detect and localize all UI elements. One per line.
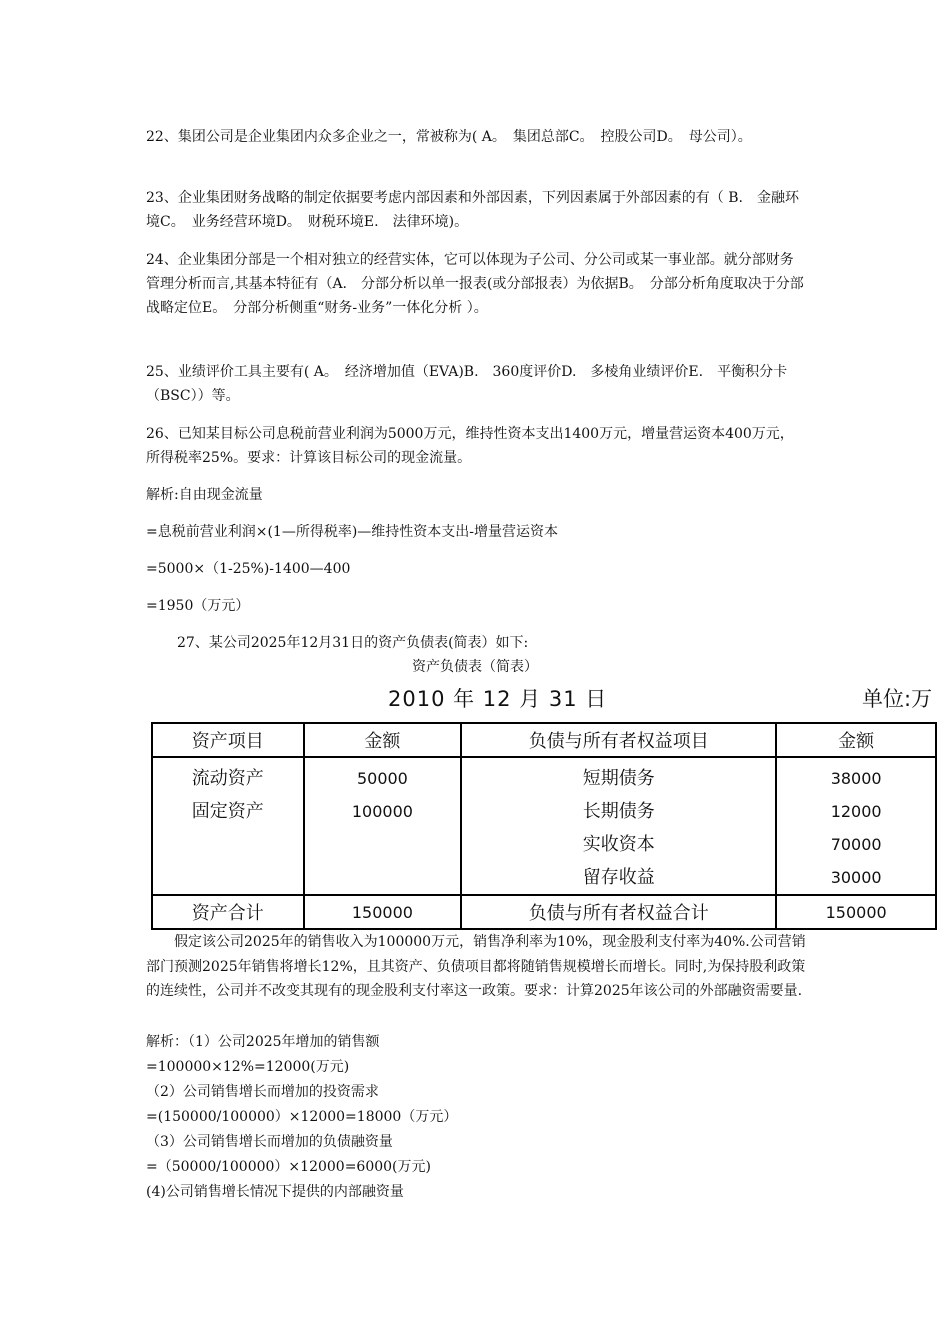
q26-solution-line: =息税前营业利润×(1—所得税率)—维持性资本支出-增量营运资本	[146, 524, 559, 540]
asset-amount: 100000	[351, 802, 413, 821]
asset-total-label: 资产合计	[152, 895, 304, 929]
balance-sheet-table	[151, 722, 937, 930]
asset-amount: 50000	[356, 769, 408, 788]
q27-solution-line: 解析：（1）公司2025年增加的销售额	[146, 1034, 380, 1050]
table-date: 2010 年 12 月 31 日	[388, 687, 608, 711]
question-27-assumption: 假定该公司2025年的销售收入为100000万元，销售净利率为10%，现金股利支付率为40%.公司营销部门预测2025年销售将增长12%，且其资产、负债项目都将随销售规模增长而增长。同时,为保持股利政策的连续性，公司并不改变其现有的现金股利支付率这一政策。要求：计算2025年该公司的外部融资需要量.	[146, 934, 806, 999]
q26-solution-line: =5000×（1-25%)-1400—400	[146, 561, 351, 577]
q26-solution-line: 解析:自由现金流量	[146, 487, 263, 503]
question-22: 22、集团公司是企业集团内众多企业之一，常被称为( A。 集团总部C。 控股公司D。 母公司）。	[146, 129, 752, 145]
liability-name: 实收资本	[582, 834, 655, 855]
table-title: 资产负债表（简表）	[412, 659, 538, 675]
table-body-row	[152, 757, 936, 895]
table-total-row	[152, 895, 936, 929]
liability-name: 长期债务	[582, 801, 655, 822]
liability-total-value: 150000	[776, 895, 936, 929]
liability-amounts-cell	[776, 757, 936, 895]
header-liability-item: 负债与所有者权益项目	[461, 723, 776, 757]
question-23: 23、企业集团财务战略的制定依据要考虑内部因素和外部因素，下列因素属于外部因素的有（ B. 金融环境C。 业务经营环境D。 财税环境E. 法律环境)。	[146, 190, 800, 230]
table-header-row	[152, 723, 936, 757]
liability-amount: 70000	[830, 835, 882, 854]
q27-solution-line: =(150000/100000）×12000=18000（万元）	[146, 1109, 458, 1125]
header-amount: 金额	[776, 723, 936, 757]
q27-solution-line: =100000×12%=12000(万元)	[146, 1059, 350, 1075]
question-24: 24、企业集团分部是一个相对独立的经营实体，它可以体现为子公司、分公司或某一事业部。就分部财务管理分析而言,其基本特征有（A. 分部分析以单一报表(或分部报表）为依据B。 分部分析角度取决于分部战略定位E。 分部分析侧重“财务-业务”一体化分析 ）。	[146, 252, 804, 316]
asset-name: 流动资产	[191, 768, 264, 789]
question-26: 26、已知某目标公司息税前营业利润为5000万元，维持性资本支出1400万元，增量营运资本400万元，所得税率25%。要求：计算该目标公司的现金流量。	[146, 426, 794, 466]
header-asset-item: 资产项目	[152, 723, 304, 757]
liability-amount: 30000	[830, 868, 882, 887]
question-27-intro: 27、某公司2025年12月31日的资产负债表(简表）如下:	[177, 635, 529, 651]
liability-amount: 12000	[830, 802, 882, 821]
header-amount: 金额	[304, 723, 462, 757]
liability-amount: 38000	[830, 769, 882, 788]
liability-total-label: 负债与所有者权益合计	[461, 895, 776, 929]
liability-name: 留存收益	[582, 867, 655, 888]
liability-name: 短期债务	[582, 768, 655, 789]
q27-solution-line: （2）公司销售增长而增加的投资需求	[146, 1084, 379, 1100]
liability-names-cell	[461, 757, 776, 895]
q27-solution-line: (4)公司销售增长情况下提供的内部融资量	[146, 1184, 404, 1200]
asset-names-cell	[152, 757, 304, 895]
q26-solution-line: =1950（万元）	[146, 598, 250, 614]
q27-solution-line: =（50000/100000）×12000=6000(万元)	[146, 1159, 431, 1175]
asset-total-value: 150000	[304, 895, 462, 929]
table-unit: 单位:万	[862, 687, 933, 711]
asset-name: 固定资产	[191, 801, 264, 822]
q27-solution-line: （3）公司销售增长而增加的负债融资量	[146, 1134, 393, 1150]
asset-amounts-cell	[304, 757, 462, 895]
question-25: 25、业绩评价工具主要有( A。 经济增加值（EVA)B. 360度评价D. 多棱角业绩评价E. 平衡积分卡（BSC））等。	[146, 364, 788, 404]
